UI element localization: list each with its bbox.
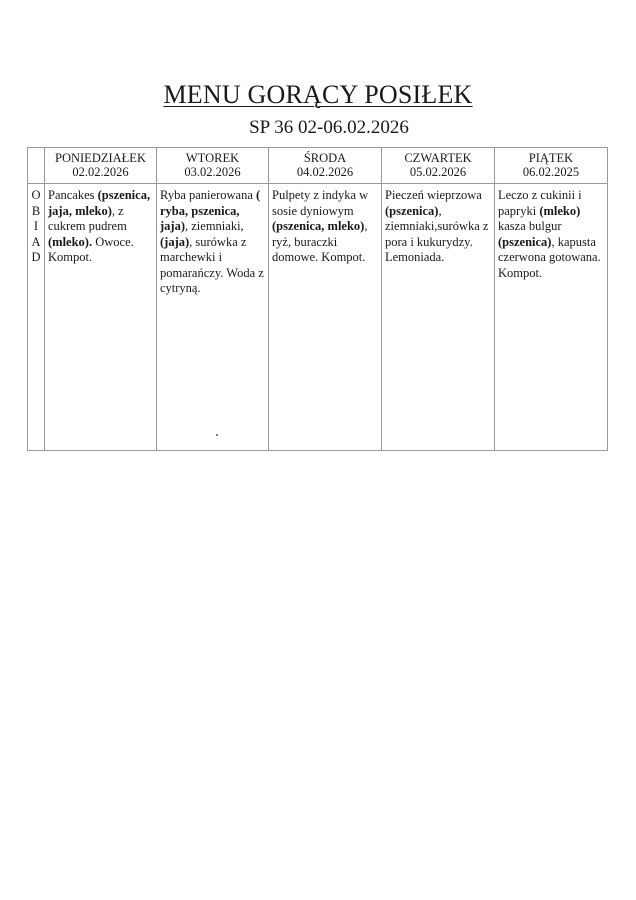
dinner-row	[28, 184, 608, 451]
day-header	[495, 148, 608, 184]
day-name: PONIEDZIAŁEK	[55, 151, 146, 165]
meal-label-letter: B	[31, 203, 41, 218]
allergen-text: (mleko)	[539, 203, 581, 218]
allergen-text: (jaja)	[160, 234, 190, 249]
day-date: 05.02.2026	[409, 165, 467, 179]
day-name: ŚRODA	[303, 151, 347, 165]
dish-text: , ryż, buraczki domowe. Kompot.	[272, 219, 368, 264]
day-date: 06.02.2025	[522, 165, 580, 179]
meal-label-letter: O	[31, 188, 41, 202]
dish-text: , surówka z marchewki i pomarańczy. Woda z cytryną.	[160, 234, 264, 295]
header-corner-cell	[28, 148, 45, 184]
dish-text: , kapusta czerwona gotowana. Kompot.	[498, 234, 601, 280]
day-date: 03.02.2026	[184, 165, 241, 179]
meal-label-obiad	[28, 184, 45, 451]
allergen-text: (pszenica, mleko)	[272, 219, 365, 233]
dish-cell	[157, 184, 269, 451]
day-header	[45, 148, 157, 184]
dish-text: , z cukrem pudrem	[48, 203, 127, 233]
day-name: CZWARTEK	[404, 151, 472, 165]
allergen-text: (pszenica, jaja, mleko)	[48, 188, 151, 218]
day-header	[157, 148, 269, 184]
dish-text: , ziemniaki,	[185, 219, 244, 233]
day-name: WTOREK	[185, 151, 240, 165]
meal-label-letter: A	[31, 234, 41, 249]
dish-cell	[495, 184, 608, 451]
day-header	[382, 148, 495, 184]
scan-speck	[216, 434, 218, 436]
dish-text: Pulpety z indyka w sosie dyniowym	[272, 188, 369, 218]
dish-text: kasza bulgur	[498, 219, 562, 233]
page-subtitle: SP 36 02-06.02.2026	[249, 117, 409, 138]
day-date: 04.02.2026	[296, 165, 354, 179]
allergen-text: (pszenica)	[498, 234, 552, 249]
dish-cell	[45, 184, 157, 451]
page-title	[0, 80, 636, 110]
dish-text: , ziemniaki,surówka z pora i kukurydzy. Lemoniada.	[385, 203, 489, 264]
page-title-text: MENU GORĄCY POSIŁEK	[163, 80, 473, 109]
allergen-text: ( ryba, pszenica, jaja)	[160, 188, 261, 233]
day-name: PIĄTEK	[528, 151, 574, 165]
dish-cell	[269, 184, 382, 451]
dish-text: Leczo z cukinii i papryki	[498, 188, 582, 218]
dish-text: Pieczeń wieprzowa	[385, 188, 482, 202]
dish-text: Ryba panierowana	[160, 188, 256, 202]
dish-text: Pancakes	[48, 188, 98, 202]
meal-label-letter: I	[33, 219, 39, 233]
day-header	[269, 148, 382, 184]
menu-table	[27, 147, 608, 451]
dish-cell	[382, 184, 495, 451]
header-row	[28, 148, 608, 184]
allergen-text: (pszenica)	[385, 203, 439, 218]
dish-text: Owoce. Kompot.	[48, 234, 134, 264]
meal-label-letter: D	[31, 250, 41, 264]
day-date: 02.02.2026	[72, 165, 129, 179]
allergen-text: (mleko).	[48, 234, 93, 249]
